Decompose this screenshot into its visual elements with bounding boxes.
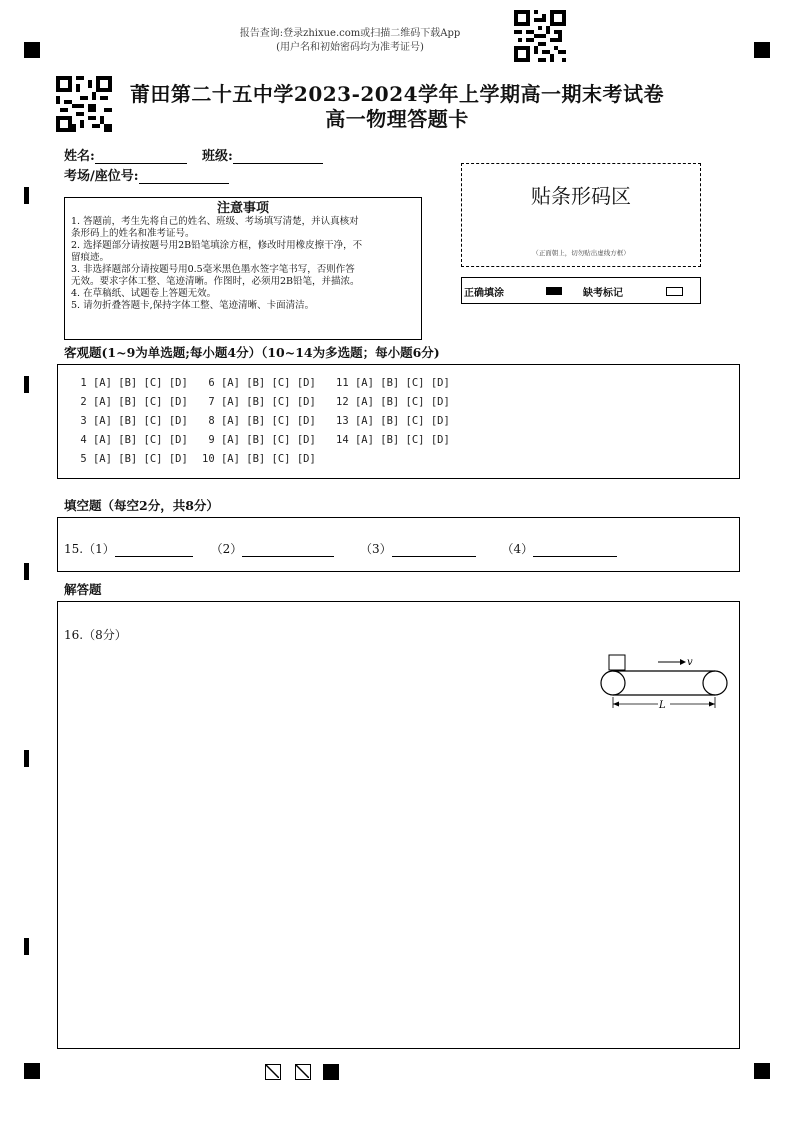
notice-item: 5. 请勿折叠答题卡,保持字体工整、笔迹清晰、卡面清洁。 [71, 300, 315, 311]
notice-box [64, 197, 422, 340]
notice-item: 3. 非选择题部分请按题号用0.5毫米黑色墨水签字笔书写，否则作答 [71, 264, 355, 275]
barcode-area-title: 贴条形码区 [531, 184, 631, 208]
choice-row-q3[interactable]: 3 [A] [B] [C] [D] [74, 415, 188, 427]
blank-2-label: （2） [210, 542, 243, 556]
choice-row-q1[interactable]: 1 [A] [B] [C] [D] [74, 377, 188, 389]
app-download-qr-code[interactable] [514, 10, 566, 62]
page-check-box-filled [323, 1064, 339, 1080]
choice-row-q4[interactable]: 4 [A] [B] [C] [D] [74, 434, 188, 446]
correct-fill-label: 正确填涂 [464, 288, 504, 299]
choice-row-q2[interactable]: 2 [A] [B] [C] [D] [74, 396, 188, 408]
blank-3-label: （3） [360, 542, 392, 556]
barcode-area[interactable] [461, 163, 701, 267]
absent-mark-checkbox[interactable] [666, 287, 683, 296]
choice-row-q11[interactable]: 11 [A] [B] [C] [D] [336, 377, 450, 389]
block-on-belt [609, 655, 625, 670]
seat-label: 考场/座位号: [64, 169, 139, 184]
choice-row-q5[interactable]: 5 [A] [B] [C] [D] [74, 453, 188, 465]
blank-1-line[interactable] [115, 542, 193, 557]
notice-item: 4. 在草稿纸、试题卷上答题无效。 [71, 288, 217, 299]
timing-mark [24, 750, 29, 767]
report-query-line: 报告查询:登录zhixue.com或扫描二维码下载App [239, 28, 461, 39]
choice-row-q9[interactable]: 9 [A] [B] [C] [D] [202, 434, 316, 446]
corner-mark-top-left [24, 42, 40, 58]
choice-row-q6[interactable]: 6 [A] [B] [C] [D] [202, 377, 316, 389]
blank-2-line[interactable] [242, 542, 334, 557]
class-label: 班级: [202, 149, 233, 164]
answer-heading: 解答题 [64, 582, 102, 597]
notice-item: 1. 答题前，考生先将自己的姓名、班级、考场填写清楚，并认真核对 [71, 216, 359, 227]
notice-item: 2. 选择题部分请按题号用2B铅笔填涂方框，修改时用橡皮擦干净，不 [71, 240, 363, 251]
choice-row-q7[interactable]: 7 [A] [B] [C] [D] [202, 396, 316, 408]
fill-blank-heading: 填空题（每空2分，共8分） [64, 498, 219, 513]
question-16-label: 16.（8分） [64, 628, 127, 642]
choice-row-q10[interactable]: 10 [A] [B] [C] [D] [202, 453, 316, 465]
notice-title: 注意事项 [216, 201, 269, 216]
choice-row-q8[interactable]: 8 [A] [B] [C] [D] [202, 415, 316, 427]
corner-mark-bottom-right [754, 1063, 770, 1079]
seat-field-row [64, 165, 229, 184]
class-input-line[interactable] [233, 149, 323, 164]
question-15-number: 15. [64, 542, 84, 556]
name-field-row [64, 145, 187, 164]
notice-item: 条形码上的姓名和准考证号。 [71, 228, 195, 239]
name-label: 姓名: [64, 149, 95, 164]
velocity-arrow-head [680, 659, 686, 665]
corner-mark-bottom-left [24, 1063, 40, 1079]
blank-4-line[interactable] [533, 542, 617, 557]
conveyor-belt-diagram [596, 652, 732, 712]
marking-sample-box [461, 277, 701, 304]
report-credentials-line: (用户名和初始密码均为准考证号) [276, 42, 424, 53]
barcode-area-note: （正面朝上，切勿贴出虚线方框） [532, 249, 630, 257]
timing-mark [24, 376, 29, 393]
blank-1-label: （1） [83, 542, 115, 556]
timing-mark [24, 563, 29, 580]
blank-3-line[interactable] [392, 542, 476, 557]
exam-title: 莆田第二十五中学2023-2024学年上学期高一期末考试卷 [129, 82, 665, 106]
length-arrow-right [709, 702, 715, 707]
choice-row-q12[interactable]: 12 [A] [B] [C] [D] [336, 396, 450, 408]
name-input-line[interactable] [95, 149, 187, 164]
notice-item: 无效。要求字体工整、笔迹清晰。作图时，必须用2B铅笔，并描浓。 [71, 276, 360, 287]
page-check-box-1 [265, 1064, 281, 1080]
length-arrow-left [613, 702, 619, 707]
class-field-row [202, 145, 323, 164]
seat-input-line[interactable] [139, 169, 229, 184]
fill-blank-row [64, 540, 734, 557]
objective-heading: 客观题(1~9为单选题;每小题4分）（10~14为多选题；每小题6分) [64, 345, 440, 360]
left-pulley [601, 671, 625, 695]
choice-row-q13[interactable]: 13 [A] [B] [C] [D] [336, 415, 450, 427]
timing-mark [24, 187, 29, 204]
choice-row-q14[interactable]: 14 [A] [B] [C] [D] [336, 434, 450, 446]
blank-4-label: （4） [501, 542, 534, 556]
velocity-label: v [687, 657, 693, 668]
absent-mark-label: 缺考标记 [583, 288, 623, 299]
length-label: L [659, 700, 666, 711]
answer-sheet-subtitle: 高一物理答题卡 [325, 107, 469, 131]
right-pulley [703, 671, 727, 695]
timing-mark [24, 938, 29, 955]
correct-fill-sample [546, 287, 562, 295]
corner-mark-top-right [754, 42, 770, 58]
notice-item: 留痕迹。 [71, 252, 110, 263]
page-check-box-2 [295, 1064, 311, 1080]
